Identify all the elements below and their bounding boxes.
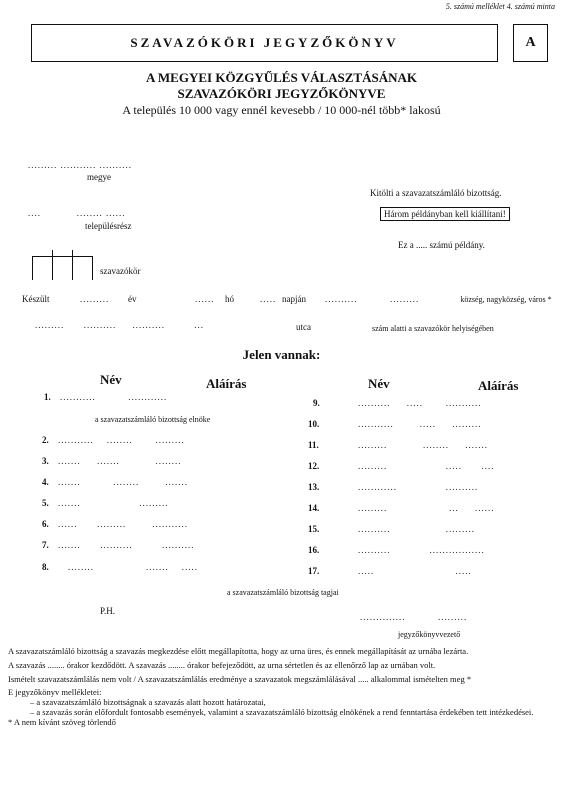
footnote: * A nem kívánt szöveg törlendő	[8, 717, 116, 727]
paragraphs	[8, 646, 553, 727]
bullet: –	[30, 697, 37, 707]
dots: ....... .........	[58, 498, 169, 508]
bullet: –	[30, 707, 37, 717]
dots: .......... .................	[358, 545, 485, 555]
col-name-right: Név	[368, 376, 390, 391]
dots: ....... ........ .......	[58, 477, 188, 487]
member-number: 3.	[42, 456, 49, 466]
dots: .......... ..... ...........	[358, 398, 482, 408]
dots: ...... ......... ...........	[58, 519, 188, 529]
member-number: 6.	[42, 519, 49, 529]
appendix-item-text: a szavazás során előfordult fontosabb események, valamint a szavazatszámláló bizottság elnökének a rend fenntartása érdekében tett intézkedései.	[36, 707, 534, 717]
heading-2: SZAVAZÓKÖRI JEGYZŐKÖNYVE	[177, 86, 386, 101]
form-code: A	[513, 24, 548, 62]
member-number: 17.	[308, 566, 320, 576]
member-number: 9.	[313, 398, 320, 408]
recorder-caption: jegyzőkönyvvezető	[398, 630, 461, 639]
dots: .............. .........	[360, 612, 468, 622]
member-number: 2.	[42, 435, 49, 445]
telepules-dots: .... ........ ......	[28, 208, 126, 218]
member-number: 5.	[42, 498, 49, 508]
heading-1: A MEGYEI KÖZGYŰLÉS VÁLASZTÁSÁNAK	[145, 70, 417, 85]
members-caption: a szavazatszámláló bizottság tagjai	[227, 588, 339, 597]
col-sign-left: Aláírás	[206, 376, 247, 391]
form-title: SZAVAZÓKÖRI JEGYZŐKÖNYV	[130, 35, 399, 50]
appendix-item	[8, 697, 553, 707]
member-number: 12.	[308, 461, 320, 471]
appendix-item	[8, 707, 553, 717]
paragraph-3: Ismételt szavazatszámlálás nem volt / A szavazatszámlálás eredménye a szavazatok megszámlálásával ..... alkalommal ismételten meg *	[8, 674, 472, 684]
ph-label: P.H.	[100, 606, 116, 616]
keszult-ho: hó	[225, 294, 234, 304]
appendix-item-text: a szavazatszámláló bizottságnak a szavazás alatt hozott határozatai,	[36, 697, 266, 707]
dots: .......... .........	[358, 524, 475, 534]
heading-3: A település 10 000 vagy ennél kevesebb / 10 000-nél több* lakosú	[122, 103, 441, 117]
keszult-helyseg: község, nagyközség, város *	[460, 295, 552, 304]
dots: ......... ... ......	[358, 503, 495, 513]
dots: ........... ........ .........	[58, 435, 185, 445]
keszult-label: Készült	[22, 294, 50, 304]
member-number: 10.	[308, 419, 320, 429]
dots: .........	[80, 294, 110, 304]
dots: ......... ..... ....	[358, 461, 495, 471]
keszult-napjan: napján	[282, 294, 306, 304]
copy-number: Ez a ..... számú példány.	[398, 240, 485, 250]
title-box	[31, 24, 498, 62]
paragraph-1: A szavazatszámláló bizottság a szavazás megkezdése előtt megállapította, hogy az urna üres, és ennek megállapítását az urnába lezárta.	[8, 646, 469, 656]
chair-caption: a szavazatszámláló bizottság elnöke	[95, 415, 211, 424]
fill-note: Kitölti a szavazatszámláló bizottság.	[370, 188, 502, 198]
member-number: 1.	[44, 392, 51, 402]
appendix-title: E jegyzőkönyv mellékletei:	[8, 687, 102, 697]
member-number: 4.	[42, 477, 49, 487]
dots: ......	[195, 294, 215, 304]
member-number: 13.	[308, 482, 320, 492]
dots: ............ ..........	[358, 482, 479, 492]
copies-note: Három példányban kell kiállítani!	[380, 207, 510, 221]
dots: ..... .....	[358, 566, 472, 576]
member-number: 7.	[42, 540, 49, 550]
col-sign-right: Aláírás	[478, 378, 519, 393]
corner-note: 5. számú melléklet 4. számú minta	[445, 2, 555, 11]
dots: .......... .........	[325, 294, 420, 304]
dots: ......... .......... .......... ...	[35, 320, 204, 330]
dots: ........... ..... .........	[358, 419, 482, 429]
member-number: 14.	[308, 503, 320, 513]
keszult-hely: szám alatti a szavazókör helyiségében	[372, 324, 494, 333]
dots: .....	[260, 294, 277, 304]
paragraph-2: A szavazás ........ órakor kezdődött. A szavazás ........ órakor befejeződött, az urna sértetlen és az ellenőrző lap az urnában volt.	[8, 660, 436, 670]
col-name-left: Név	[100, 372, 122, 387]
member-number: 11.	[308, 440, 319, 450]
member-number: 16.	[308, 545, 320, 555]
telepules-label: településrész	[85, 221, 132, 231]
dots: ......... ........ .......	[358, 440, 488, 450]
member-number: 15.	[308, 524, 320, 534]
megye-label: megye	[87, 172, 111, 182]
keszult-ev: év	[128, 294, 137, 304]
szavazokor-boxes	[32, 250, 92, 280]
megye-dots: ......... ........... ..........	[28, 160, 132, 170]
dots: ....... ....... ........	[58, 456, 182, 466]
dots: ........... ............	[60, 392, 168, 402]
dots: ....... .......... ..........	[58, 540, 195, 550]
present-title: Jelen vannak:	[242, 347, 321, 362]
keszult-utca: utca	[296, 322, 311, 332]
member-number: 8.	[42, 562, 49, 572]
dots: ........ ....... .....	[68, 562, 198, 572]
szavazokor-label: szavazókör	[100, 266, 141, 276]
